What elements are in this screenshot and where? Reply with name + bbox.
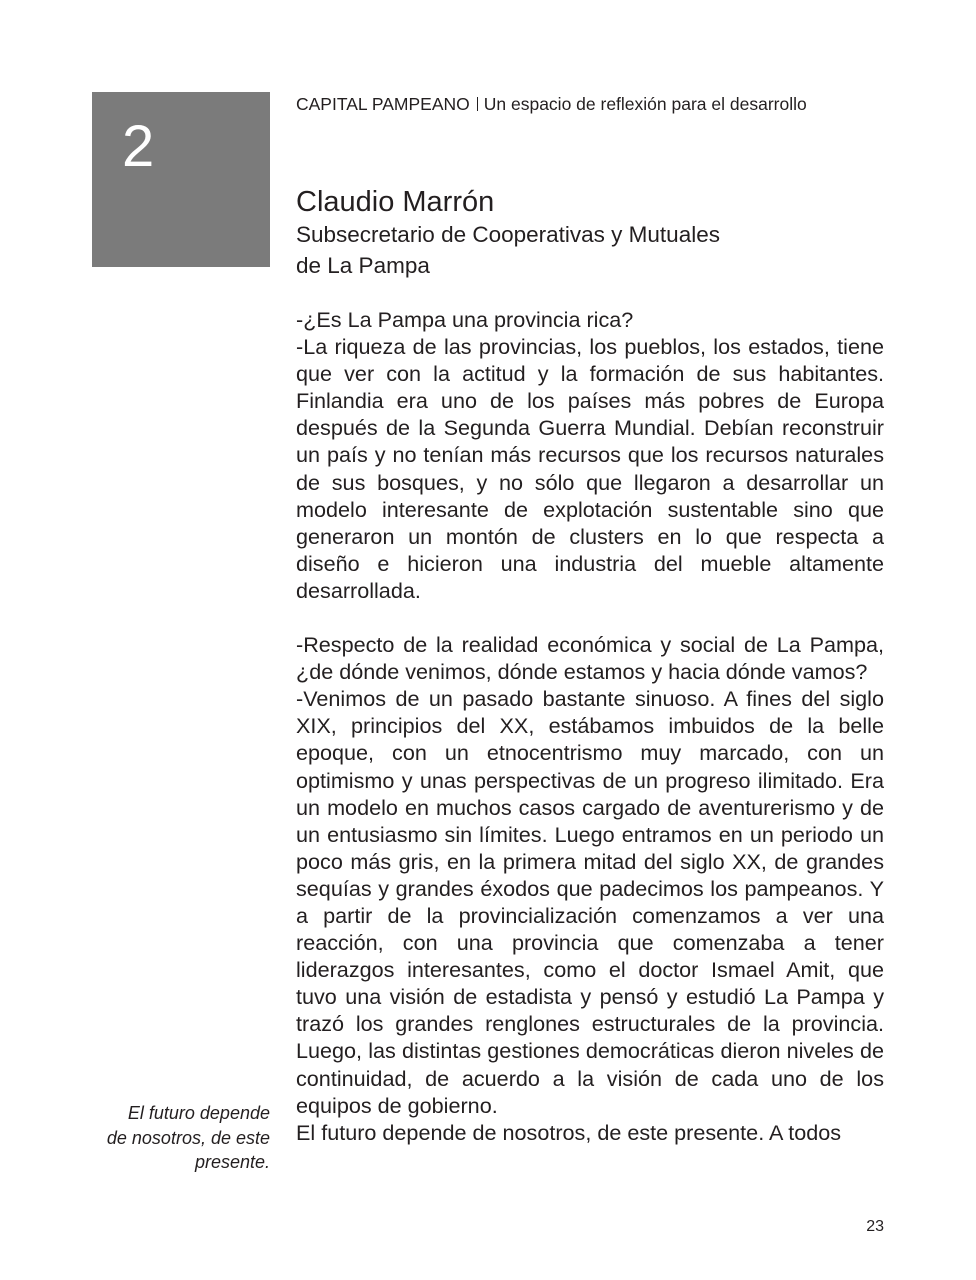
author-role-line-2: de La Pampa <box>296 252 430 278</box>
author-role <box>296 220 776 281</box>
book-title: CAPITAL PAMPEANO <box>296 94 470 114</box>
paragraph-continuation: El futuro depende de nosotros, de este presente. A todos <box>296 1119 842 1145</box>
pull-quote <box>60 1101 270 1175</box>
paragraph-gap <box>296 604 884 631</box>
pull-quote-line-1: El futuro depende <box>127 1103 270 1123</box>
answer-1: -La riqueza de las provincias, los pueblos, los estados, tiene que ver con la actitud y la formación de sus habitantes. Finlandia era uno de los países más pobres de Europa después de la Segunda Guerra Mundial. Debían reconstruir un país y no tenían más recursos que los recursos naturales de sus bosques, y no sólo que llegaron a desarrollar un modelo interesante de explotación sustentable sino que generaron un montón de clusters en lo que respecta a diseño e hicieron una industria del mueble altamente desarrollada. <box>296 334 884 603</box>
book-subtitle: Un espacio de reflexión para el desarrollo <box>483 94 807 114</box>
running-header <box>296 93 807 115</box>
chapter-number: 2 <box>122 114 155 179</box>
question-2: -Respecto de la realidad económica y social de La Pampa, ¿de dónde venimos, dónde estamos y hacia dónde vamos? <box>296 632 884 685</box>
pull-quote-line-2: de nosotros, de este <box>106 1127 270 1148</box>
pull-quote-line-3: presente. <box>194 1152 270 1172</box>
page-number: 23 <box>866 1218 884 1235</box>
chapter-number-box <box>92 92 270 267</box>
header-separator <box>477 97 478 111</box>
answer-2: -Venimos de un pasado bastante sinuoso. A fines del siglo XIX, principios del XX, estábamos imbuidos de la belle epoque, con un etnocentrismo muy marcado, con un optimismo y unas perspectivas de un progreso ilimitado. Era un modelo en muchos casos cargado de aventurerismo y de un entusiasmo sin límites. Luego entramos en un periodo un poco más gris, en la primera mitad del siglo XX, de grandes sequías y grandes éxodos que padecimos los pampeanos. Y a partir de la provincialización comenzamos a ver una reacción, con una provincia que comenzaba a tener liderazgos interesantes, como el doctor Ismael Amit, que tuvo una visión de estadista y pensó y estudió La Pampa y trazó los grandes renglones estructurales de la provincia. Luego, las distintas gestiones democráticas dieron niveles de continuidad, de acuerdo a la visión de cada uno de los equipos de gobierno. <box>296 686 884 1118</box>
question-1: -¿Es La Pampa una provincia rica? <box>296 307 634 332</box>
author-role-line-1: Subsecretario de Cooperativas y Mutuales <box>296 222 720 247</box>
author-name: Claudio Marrón <box>296 186 495 218</box>
interview-body <box>296 306 884 1146</box>
